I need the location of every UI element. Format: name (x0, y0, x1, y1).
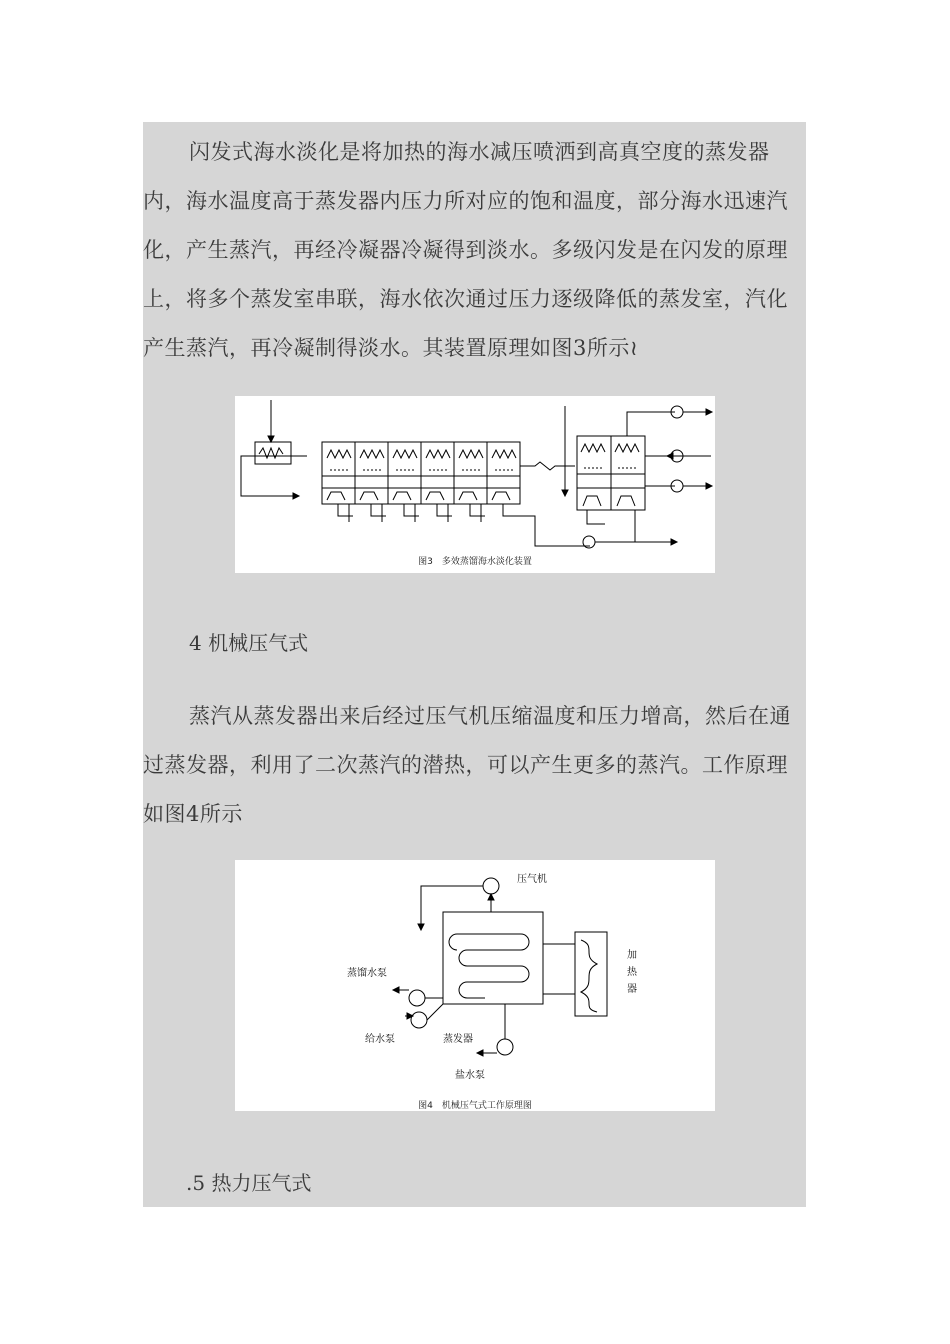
fig4-evaporator-box (443, 912, 543, 1004)
fig4-label-brine-pump: 盐水泵 (455, 1070, 485, 1081)
fig4-compressor (483, 878, 499, 894)
figure-4-mvc-principle (235, 860, 715, 1111)
figure-3-diagram (235, 396, 715, 573)
fig4-label-heater-2: 热 (627, 967, 637, 978)
paragraph-mechanical-vapor-compression: 蒸汽从蒸发器出来后经过压气机压缩温度和压力增高，然后在通过蒸发器，利用了二次蒸汽的潜热，可以产生更多的蒸汽。工作原理如图4所示 (143, 704, 791, 826)
fig4-label-compressor: 压气机 (517, 874, 547, 885)
fig4-label-heater-3: 器 (627, 984, 637, 995)
fig4-label-heater-1: 加 (627, 950, 637, 961)
fig4-heater-box (575, 932, 607, 1016)
figure-3-caption: 图3 多效蒸馏海水淡化装置 (418, 557, 532, 567)
section-5-heading: .5 热力压气式 (186, 1171, 312, 1195)
fig4-label-distillate-pump: 蒸馏水泵 (347, 968, 387, 979)
section-4-heading: 4 机械压气式 (189, 631, 309, 655)
figure-3-multi-effect-distillation (235, 396, 715, 573)
figure-4-caption: 图4 机械压气式工作原理图 (418, 1101, 532, 1111)
paragraph-flash-distillation: 闪发式海水淡化是将加热的海水减压喷洒到高真空度的蒸发器内，海水温度高于蒸发器内压力所对应的饱和温度，部分海水迅速汽化，产生蒸汽，再经冷凝器冷凝得到淡水。多级闪发是在闪发的原理上，将多个蒸发室串联，海水依次通过压力逐级降低的蒸发室，汽化产生蒸汽，再冷凝制得淡水。其装置原理如图3所示≀ (143, 140, 788, 360)
figure-4-diagram (235, 860, 715, 1111)
fig4-label-evaporator: 蒸发器 (443, 1034, 473, 1045)
fig4-label-feed-pump: 给水泵 (365, 1034, 395, 1045)
